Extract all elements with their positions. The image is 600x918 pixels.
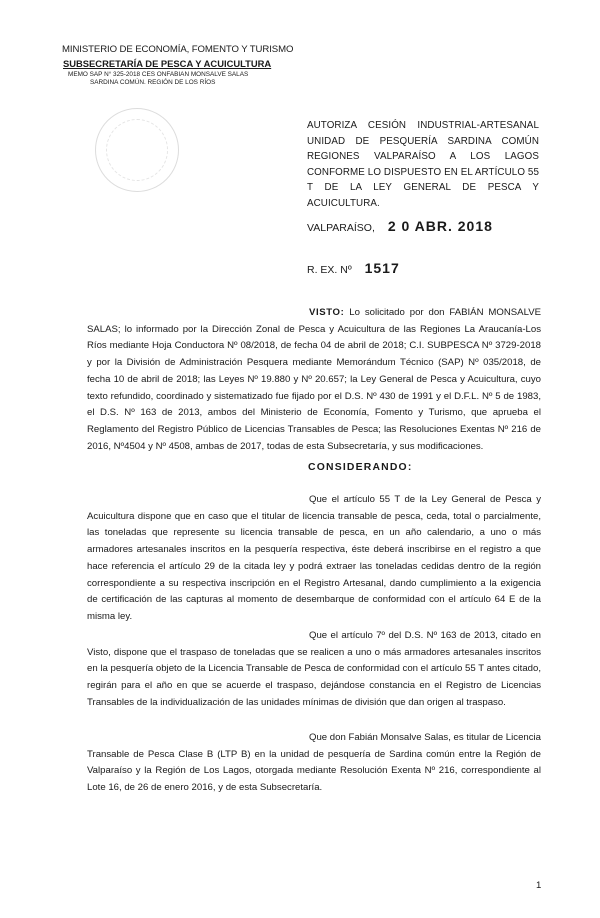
place-name: VALPARAÍSO, xyxy=(307,222,375,234)
resolution-date: 2 0 ABR. 2018 xyxy=(387,218,493,234)
ministry-name: MINISTERIO DE ECONOMÍA, FOMENTO Y TURISMO xyxy=(62,44,294,55)
considerando-paragraph-3: Que don Fabián Monsalve Salas, es titular de Licencia Transable de Pesca Clase B (LTP B) en la unidad de pesquería de Sardina común entre la Región de Valparaíso y la Región de Los Lagos, otorgada mediante Resolución Exenta Nº 216, correspondiente al Lote 16, de 26 de enero 2016, y de esta Subsecretaría. xyxy=(87,732,541,794)
visto-label: VISTO: xyxy=(309,307,345,318)
resolution-label: R. EX. Nº xyxy=(307,264,352,276)
memo-reference: MEMO SAP N° 325-2018 CES ONFABIAN MONSALVE SALAS xyxy=(68,71,249,78)
visto-text: Lo solicitado por don FABIÁN MONSALVE SALAS; lo informado por la Dirección Zonal de Pesca y Acuicultura de las Regiones La Araucanía-Los Ríos mediante Hoja Conductora Nº 08/2018, de fecha 04 de abril de 2018; C.I. SUBPESCA Nº 3729-2018 y por la División de Administración Pesquera mediante Memorándum Técnico (SAP) Nº 035/2018, de fecha 10 de abril de 2018; las Leyes Nº 19.880 y Nº 20.657; la Ley General de Pesca y Acuicultura, cuyo texto refundido, coordinado y sistematizado fue fijado por el D.S. Nº 430 de 1991 y el D.F.L. Nº 5 de 1983, el D.S. Nº 163 de 2013, ambos del Ministerio de Economía, Fomento y Turismo, que aprueba el Reglamento del Registro Público de Licencias Transables de Pesca; las Resoluciones Exentas Nº 216 de 2016, Nº4504 y Nº 4508, ambas de 2017, todas de esta Subsecretaría, y sus modificaciones. xyxy=(87,307,541,452)
faded-seal-stamp xyxy=(95,108,179,192)
region-reference: SARDINA COMÚN. REGIÓN DE LOS RÍOS xyxy=(90,79,216,86)
considerando-heading: CONSIDERANDO: xyxy=(308,462,413,473)
visto-paragraph xyxy=(87,305,541,455)
resolution-title: AUTORIZA CESIÓN INDUSTRIAL-ARTESANAL UNIDAD DE PESQUERÍA SARDINA COMÚN REGIONES VALPARAÍSO A LOS LAGOS CONFORME LO DISPUESTO EN EL ARTÍCULO 55 T DE LA LEY GENERAL DE PESCA Y ACUICULTURA. xyxy=(307,120,539,209)
resolution-number-line xyxy=(307,260,400,276)
subsecretaria-name: SUBSECRETARÍA DE PESCA Y ACUICULTURA xyxy=(63,58,272,69)
place-date-line xyxy=(307,218,493,234)
resolution-number: 1517 xyxy=(364,260,400,276)
page-number: 1 xyxy=(536,880,542,891)
letterhead xyxy=(62,44,302,86)
considerando-paragraph-2: Que el artículo 7º del D.S. Nº 163 de 2013, citado en Visto, dispone que el traspaso de toneladas que se realicen a uno o más armadores artesanales inscritos en la pesquería objeto de la Licencia Transable de Pesca de conformidad con el artículo 55 T antes citado, regirán para el año en que se acuerde el traspaso, dejándose constancia en el Registro de Licencias Transables de la individualización de las unidades mínimas de división que dan origen al traspaso. xyxy=(87,630,541,708)
considerando-paragraph-1: Que el artículo 55 T de la Ley General de Pesca y Acuicultura dispone que en caso que el titular de licencia transable de pesca, ceda, total o parcialmente, las toneladas que represente su licencia transable de pesca, en un año calendario, a uno o más armadores artesanales inscritos en la pesquería respectiva, éste deberá inscribirse en el registro a que hace referencia el artículo 29 de la citada ley y podrá extraer las toneladas cedidas dentro de la región correspondiente a su respectiva inscripción en el Registro Artesanal, dando cumplimiento a la exigencia de certificación de las capturas al momento de desembarque de conformidad con el artículo 64 E de la misma ley. xyxy=(87,494,541,622)
